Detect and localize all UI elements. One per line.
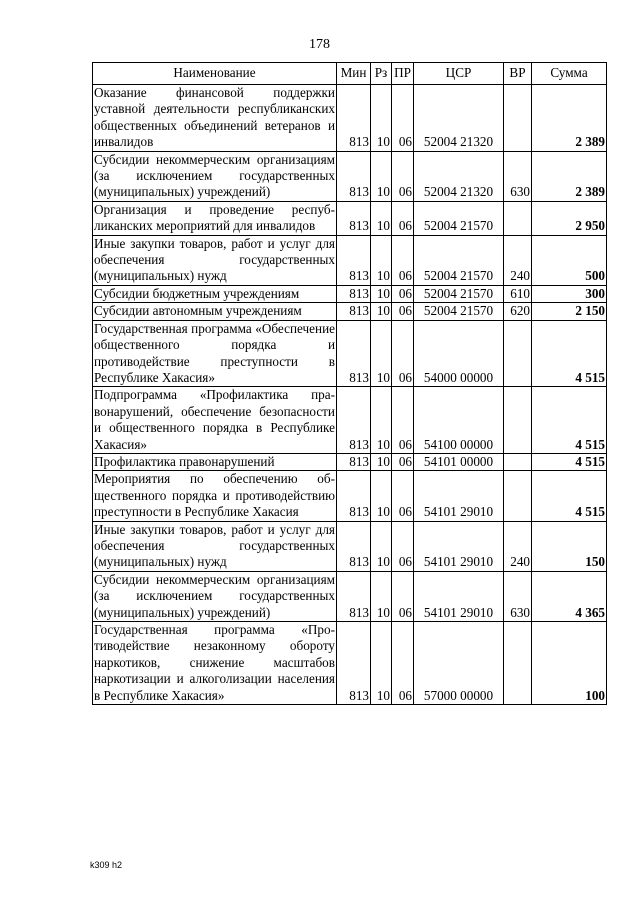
cell-min: 813 bbox=[337, 85, 371, 152]
footer-code: k309 h2 bbox=[90, 860, 123, 870]
table-row bbox=[93, 85, 607, 152]
cell-vr bbox=[504, 453, 532, 470]
cell-vr bbox=[504, 471, 532, 521]
cell-sum: 500 bbox=[532, 235, 607, 285]
cell-vr: 610 bbox=[504, 285, 532, 302]
cell-min: 813 bbox=[337, 471, 371, 521]
cell-rz: 10 bbox=[371, 387, 392, 454]
cell-rz: 10 bbox=[371, 622, 392, 705]
header-pr: ПР bbox=[392, 63, 414, 85]
cell-rz: 10 bbox=[371, 151, 392, 201]
cell-rz: 10 bbox=[371, 521, 392, 571]
cell-sum: 4 515 bbox=[532, 320, 607, 387]
cell-name: Подпрограмма «Профилактика правонарушений, обеспечение безопасности и общественного порядка в Республике Хакасия» bbox=[94, 387, 335, 452]
cell-vr: 630 bbox=[504, 151, 532, 201]
cell-min: 813 bbox=[337, 320, 371, 387]
table-row bbox=[93, 521, 607, 571]
cell-sum: 2 150 bbox=[532, 303, 607, 320]
cell-pr: 06 bbox=[392, 622, 414, 705]
cell-min: 813 bbox=[337, 521, 371, 571]
cell-csr: 54000 00000 bbox=[414, 320, 504, 387]
table-row bbox=[93, 320, 607, 387]
cell-vr: 620 bbox=[504, 303, 532, 320]
budget-table bbox=[92, 62, 607, 705]
cell-rz: 10 bbox=[371, 303, 392, 320]
cell-rz: 10 bbox=[371, 85, 392, 152]
cell-rz: 10 bbox=[371, 320, 392, 387]
cell-min: 813 bbox=[337, 571, 371, 621]
header-name: Наименование bbox=[93, 63, 337, 85]
cell-name: Государственная программа «Обеспечение общественного порядка и противодействие преступности в Республике Хакасия» bbox=[94, 320, 335, 385]
cell-sum: 150 bbox=[532, 521, 607, 571]
cell-csr: 52004 21570 bbox=[414, 303, 504, 320]
cell-sum: 4 515 bbox=[532, 471, 607, 521]
table-row bbox=[93, 453, 607, 470]
cell-pr: 06 bbox=[392, 453, 414, 470]
cell-rz: 10 bbox=[371, 471, 392, 521]
table-row bbox=[93, 471, 607, 521]
cell-min: 813 bbox=[337, 151, 371, 201]
header-min: Мин bbox=[337, 63, 371, 85]
cell-min: 813 bbox=[337, 285, 371, 302]
cell-pr: 06 bbox=[392, 201, 414, 235]
cell-sum: 2 950 bbox=[532, 201, 607, 235]
cell-min: 813 bbox=[337, 201, 371, 235]
cell-vr bbox=[504, 622, 532, 705]
cell-name: Субсидии бюджетным учреждениям bbox=[93, 285, 337, 302]
cell-rz: 10 bbox=[371, 235, 392, 285]
cell-csr: 57000 00000 bbox=[414, 622, 504, 705]
header-rz: Рз bbox=[371, 63, 392, 85]
table-row bbox=[93, 201, 607, 235]
header-sum: Сумма bbox=[532, 63, 607, 85]
cell-name: Субсидии автономным учреждениям bbox=[93, 303, 337, 320]
table-body bbox=[93, 85, 607, 705]
cell-vr bbox=[504, 320, 532, 387]
cell-pr: 06 bbox=[392, 85, 414, 152]
cell-pr: 06 bbox=[392, 571, 414, 621]
cell-rz: 10 bbox=[371, 285, 392, 302]
cell-min: 813 bbox=[337, 453, 371, 470]
cell-min: 813 bbox=[337, 303, 371, 320]
page-number: 178 bbox=[309, 37, 330, 52]
cell-pr: 06 bbox=[392, 387, 414, 454]
cell-vr bbox=[504, 85, 532, 152]
cell-csr: 54100 00000 bbox=[414, 387, 504, 454]
cell-name: Оказание финансовой поддержки уставной деятельности республиканских общественных объединений ветеранов и инвалидов bbox=[94, 85, 335, 150]
table-row bbox=[93, 285, 607, 302]
cell-vr: 240 bbox=[504, 521, 532, 571]
cell-sum: 4 365 bbox=[532, 571, 607, 621]
cell-name: Иные закупки товаров, работ и услуг для обеспечения государственных (муниципальных) нужд bbox=[94, 235, 335, 284]
cell-rz: 10 bbox=[371, 453, 392, 470]
cell-min: 813 bbox=[337, 235, 371, 285]
cell-name: Государственная программа «Противодействие незаконному обороту наркотиков, снижение масштабов наркотизации и алкоголизации населения в Республике Хакасия» bbox=[94, 622, 335, 703]
cell-csr: 52004 21570 bbox=[414, 201, 504, 235]
cell-pr: 06 bbox=[392, 320, 414, 387]
cell-csr: 52004 21570 bbox=[414, 285, 504, 302]
cell-vr: 630 bbox=[504, 571, 532, 621]
cell-sum: 100 bbox=[532, 622, 607, 705]
table-row bbox=[93, 571, 607, 621]
cell-pr: 06 bbox=[392, 521, 414, 571]
cell-name: Организация и проведение республиканских мероприятий для инвалидов bbox=[94, 201, 335, 234]
cell-sum: 300 bbox=[532, 285, 607, 302]
cell-pr: 06 bbox=[392, 235, 414, 285]
table-row bbox=[93, 235, 607, 285]
cell-pr: 06 bbox=[392, 303, 414, 320]
cell-name: Иные закупки товаров, работ и услуг для обеспечения государственных (муниципальных) нужд bbox=[94, 521, 335, 570]
cell-name: Мероприятия по обеспечению общественного порядка и противодействию преступности в Республике Хакасия bbox=[94, 471, 335, 520]
table-row bbox=[93, 387, 607, 454]
table-row bbox=[93, 622, 607, 705]
cell-csr: 54101 29010 bbox=[414, 571, 504, 621]
header-vr: ВР bbox=[504, 63, 532, 85]
cell-vr bbox=[504, 387, 532, 454]
cell-pr: 06 bbox=[392, 285, 414, 302]
cell-sum: 2 389 bbox=[532, 151, 607, 201]
cell-min: 813 bbox=[337, 387, 371, 454]
cell-sum: 4 515 bbox=[532, 387, 607, 454]
cell-vr bbox=[504, 201, 532, 235]
cell-sum: 4 515 bbox=[532, 453, 607, 470]
cell-rz: 10 bbox=[371, 571, 392, 621]
table-header-row bbox=[93, 63, 607, 85]
cell-vr: 240 bbox=[504, 235, 532, 285]
cell-rz: 10 bbox=[371, 201, 392, 235]
cell-name: Профилактика правонарушений bbox=[93, 453, 337, 470]
cell-csr: 52004 21320 bbox=[414, 85, 504, 152]
cell-csr: 54101 00000 bbox=[414, 453, 504, 470]
cell-sum: 2 389 bbox=[532, 85, 607, 152]
cell-csr: 54101 29010 bbox=[414, 471, 504, 521]
cell-csr: 52004 21570 bbox=[414, 235, 504, 285]
cell-csr: 54101 29010 bbox=[414, 521, 504, 571]
table-row bbox=[93, 151, 607, 201]
cell-pr: 06 bbox=[392, 471, 414, 521]
cell-name: Субсидии некоммерческим организациям (за исключением государственных (муниципальных) учреждений) bbox=[94, 571, 335, 620]
cell-min: 813 bbox=[337, 622, 371, 705]
table-row bbox=[93, 303, 607, 320]
header-csr: ЦСР bbox=[414, 63, 504, 85]
cell-name: Субсидии некоммерческим организациям (за исключением государственных (муниципальных) учреждений) bbox=[94, 151, 335, 200]
cell-csr: 52004 21320 bbox=[414, 151, 504, 201]
cell-pr: 06 bbox=[392, 151, 414, 201]
